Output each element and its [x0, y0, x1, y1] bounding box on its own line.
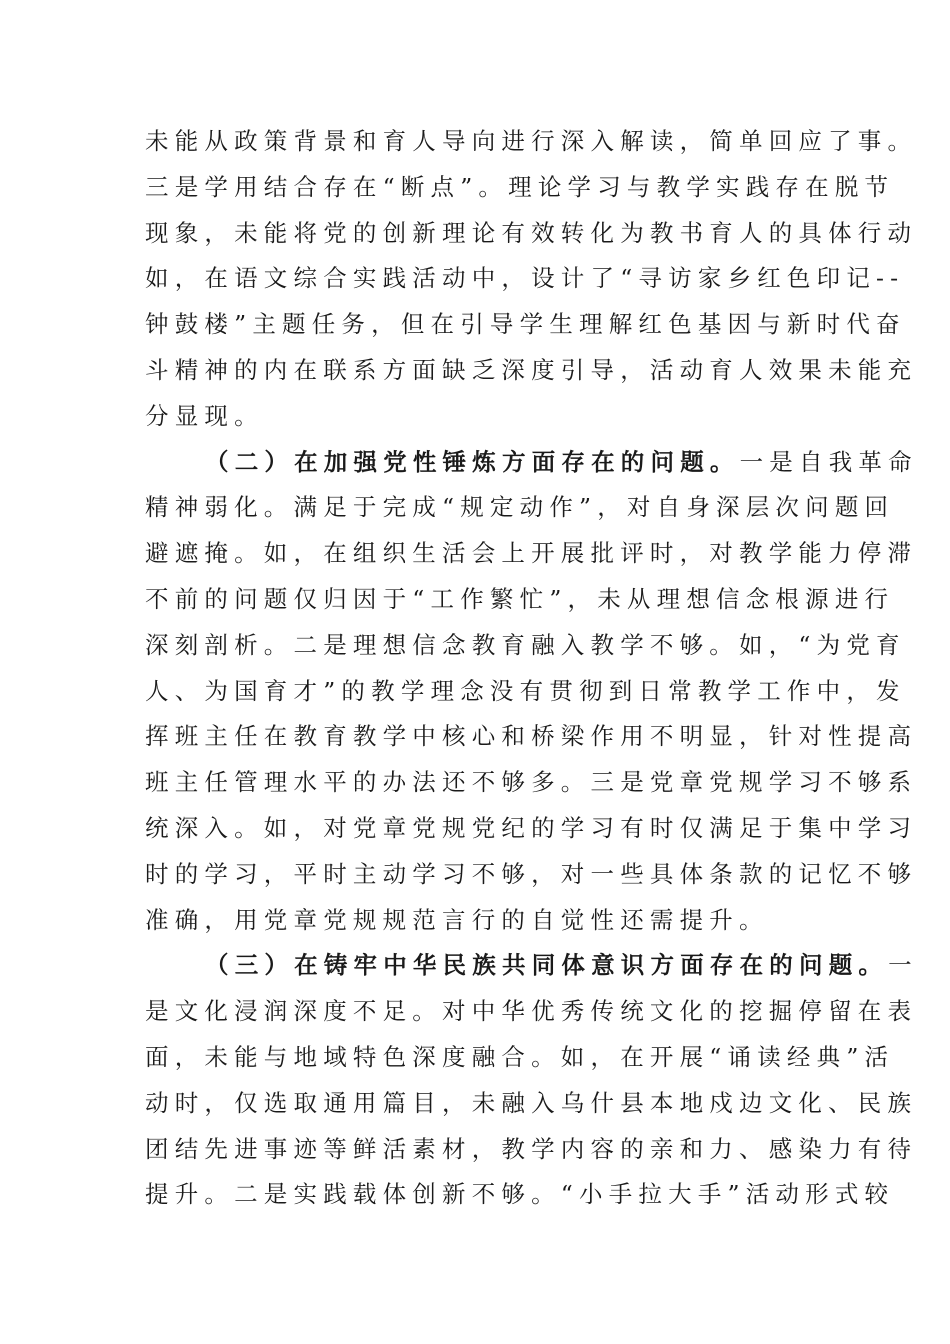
line-text: 如，在语文综合实践活动中，设计了“寻访家乡红色印记-- [145, 264, 905, 293]
line-text: 精神弱化。满足于完成“规定动作”，对自身深层次问题回 [145, 493, 895, 522]
text-line [145, 669, 906, 715]
line-text: 统深入。如，对党章党规党纪的学习有时仅满足于集中学习 [145, 813, 918, 842]
text-line [145, 1081, 918, 1127]
text-line [145, 211, 918, 257]
text-line [145, 806, 918, 852]
paragraph-party-spirit [145, 440, 918, 944]
line-text: 不前的问题仅归因于“工作繁忙”，未从理想信念根源进行 [145, 584, 895, 613]
text-line [145, 302, 906, 348]
text-line [145, 348, 918, 394]
line-text: 分显现。 [145, 401, 264, 430]
text-line [145, 485, 895, 531]
line-text: 一是自我革命 [739, 447, 918, 476]
line-text: 面，未能与地域特色深度融合。如，在开展“诵读经典”活 [145, 1042, 895, 1071]
line-text: 是文化浸润深度不足。对中华优秀传统文化的挖掘停留在表 [145, 997, 918, 1026]
text-line [145, 898, 810, 944]
line-text: 深刻剖析。二是理想信念教育融入教学不够。如，“为党育 [145, 630, 906, 659]
line-text: 未能从政策背景和育人导向进行深入解读，简单回应了事。 [145, 127, 918, 155]
text-line [145, 577, 895, 623]
line-text: 避遮掩。如，在组织生活会上开展批评时，对教学能力停滞 [145, 539, 918, 568]
text-line [145, 1127, 918, 1173]
line-text: 一 [888, 951, 918, 980]
text-line [145, 119, 918, 165]
paragraph-study-application [145, 119, 918, 440]
text-line [145, 394, 810, 440]
line-text: 斗精神的内在联系方面缺乏深度引导，活动育人效果未能充 [145, 355, 918, 384]
text-line-indented [145, 440, 918, 486]
document-body [145, 119, 918, 1218]
text-line [145, 1172, 895, 1218]
text-line [145, 989, 918, 1035]
line-text: 团结先进事迹等鲜活素材，教学内容的亲和力、感染力有待 [145, 1134, 918, 1163]
text-line [145, 623, 906, 669]
text-line-indented [145, 943, 918, 989]
text-line [145, 531, 918, 577]
line-text: 人、为国育才”的教学理念没有贯彻到日常教学工作中，发 [145, 676, 906, 705]
line-text: 动时，仅选取通用篇目，未融入乌什县本地戍边文化、民族 [145, 1088, 918, 1117]
line-text: 现象，未能将党的创新理论有效转化为教书育人的具体行动 [145, 218, 918, 247]
section-heading-two: （二）在加强党性锤炼方面存在的问题。 [205, 447, 740, 476]
text-line [145, 1035, 895, 1081]
line-text: 时的学习，平时主动学习不够，对一些具体条款的记忆不够 [145, 859, 918, 888]
line-text: 准确，用党章党规规范言行的自觉性还需提升。 [145, 905, 769, 934]
text-line [145, 760, 918, 806]
paragraph-national-community [145, 943, 918, 1218]
line-text: 钟鼓楼”主题任务，但在引导学生理解红色基因与新时代奋 [145, 310, 906, 339]
line-text: 三是学用结合存在“断点”。理论学习与教学实践存在脱节 [145, 172, 895, 201]
text-line [145, 165, 895, 211]
line-text: 班主任管理水平的办法还不够多。三是党章党规学习不够系 [145, 768, 918, 797]
section-heading-three: （三）在铸牢中华民族共同体意识方面存在的问题。 [205, 951, 889, 980]
text-line [145, 852, 918, 898]
line-text: 挥班主任在教育教学中核心和桥梁作用不明显，针对性提高 [145, 722, 918, 751]
text-line [145, 714, 918, 760]
line-text: 提升。二是实践载体创新不够。“小手拉大手”活动形式较 [145, 1180, 895, 1209]
text-line [145, 256, 905, 302]
